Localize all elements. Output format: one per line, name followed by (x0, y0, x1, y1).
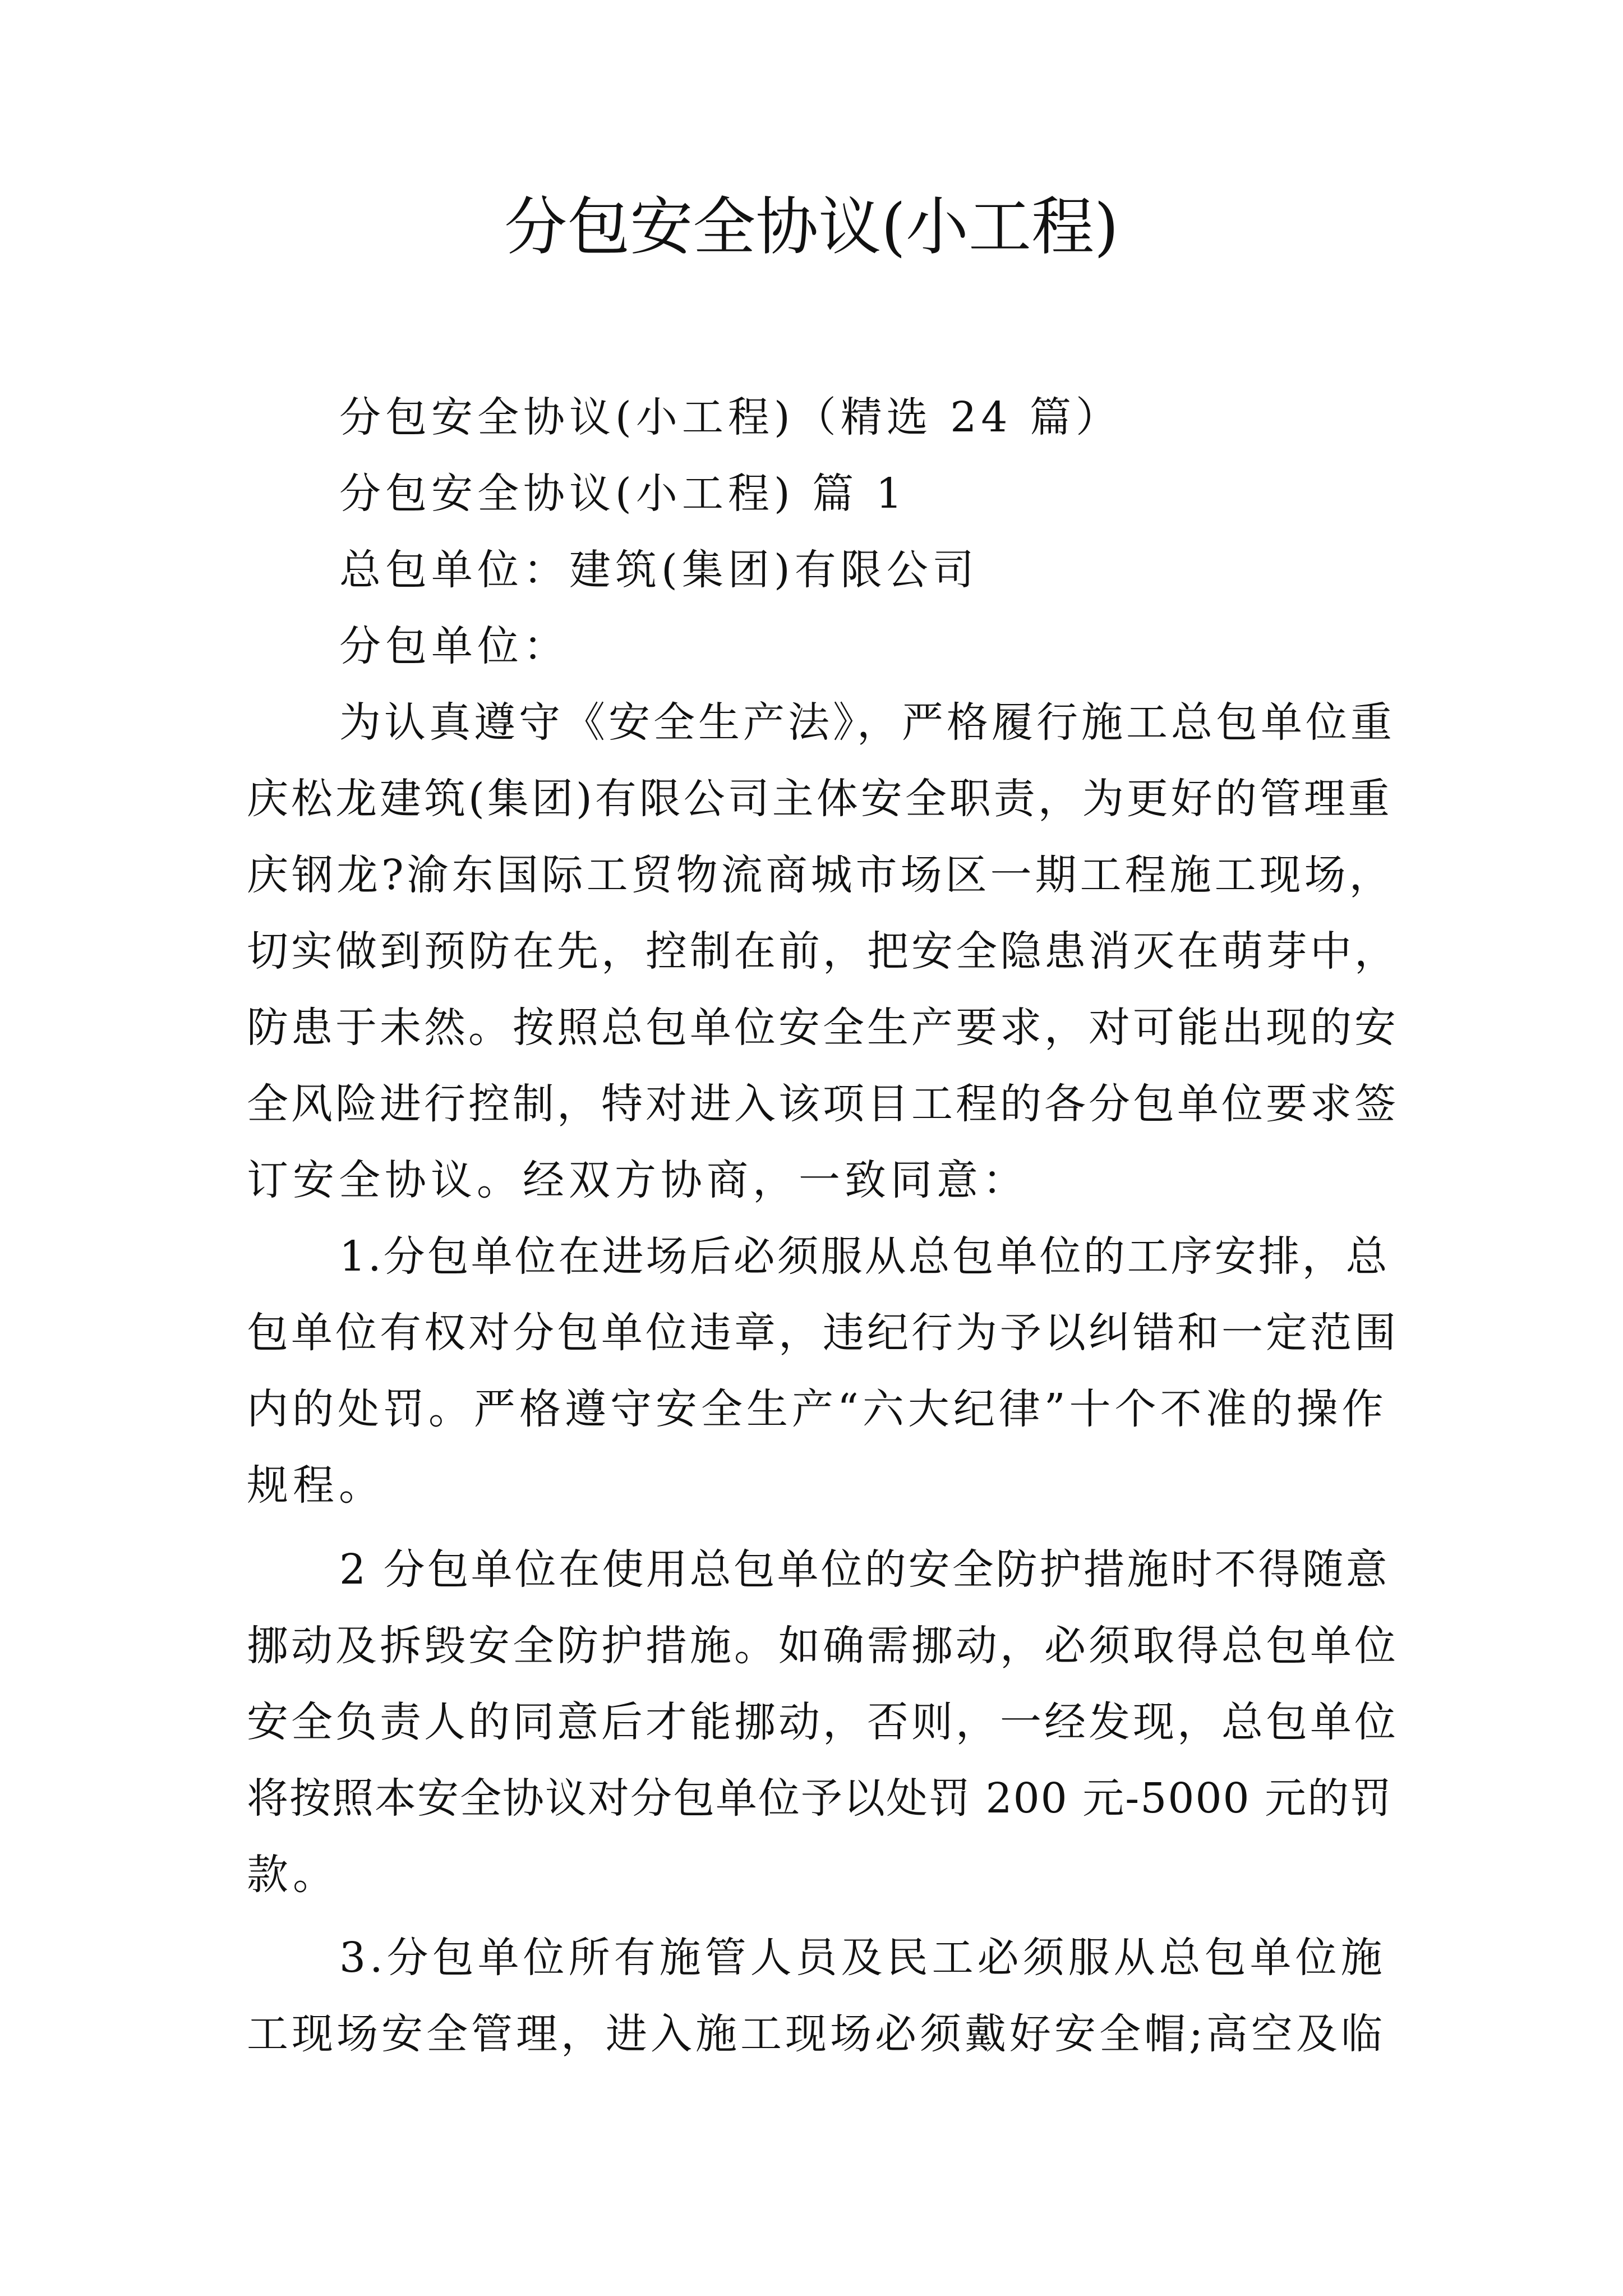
intro-line: 防患于未然。按照总包单位安全生产要求，对可能出现的安 (247, 1004, 1399, 1052)
intro-line: 庆钢龙?渝东国际工贸物流商城市场区一期工程施工现场， (247, 851, 1394, 899)
clause-1-line: 内的处罚。严格遵守安全生产“六大纪律”十个不准的操作 (247, 1385, 1387, 1433)
clause-3-line: 3.分包单位所有施管人员及民工必须服从总包单位施 (339, 1934, 1386, 1982)
intro-line: 全风险进行控制，特对进入该项目工程的各分包单位要求签 (247, 1080, 1399, 1128)
clause-2-line: 款。 (247, 1851, 339, 1899)
clause-1-line: 1.分包单位在进场后必须服从总包单位的工序安排，总 (339, 1232, 1390, 1281)
contractor-line: 总包单位：建筑(集团)有限公司 (339, 546, 979, 594)
subtitle-line: 分包安全协议(小工程)（精选 24 篇） (339, 393, 1122, 441)
intro-line: 庆松龙建筑(集团)有限公司主体安全职责，为更好的管理重 (247, 775, 1393, 823)
clause-3-line: 工现场安全管理，进入施工现场必须戴好安全帽;高空及临 (247, 2010, 1386, 2058)
intro-line: 切实做到预防在先，控制在前，把安全隐患消灭在萌芽中， (247, 927, 1399, 976)
subcontractor-line: 分包单位： (339, 622, 569, 670)
clause-2-line: 挪动及拆毁安全防护措施。如确需挪动，必须取得总包单位 (247, 1622, 1399, 1670)
clause-1-line: 规程。 (247, 1461, 385, 1510)
section-heading: 分包安全协议(小工程) 篇 1 (339, 470, 907, 518)
clause-2-line: 将按照本安全协议对分包单位予以处罚 200 元-5000 元的罚 (247, 1774, 1393, 1823)
intro-line: 订安全协议。经双方协商，一致同意： (247, 1156, 1029, 1204)
intro-line: 为认真遵守《安全生产法》，严格履行施工总包单位重 (339, 698, 1395, 747)
clause-2-line: 2 分包单位在使用总包单位的安全防护措施时不得随意 (339, 1545, 1390, 1594)
clause-1-line: 包单位有权对分包单位违章，违纪行为予以纠错和一定范围 (247, 1309, 1399, 1357)
document-title: 分包安全协议(小工程) (504, 191, 1119, 264)
clause-2-line: 安全负责人的同意后才能挪动，否则，一经发现，总包单位 (247, 1698, 1399, 1746)
